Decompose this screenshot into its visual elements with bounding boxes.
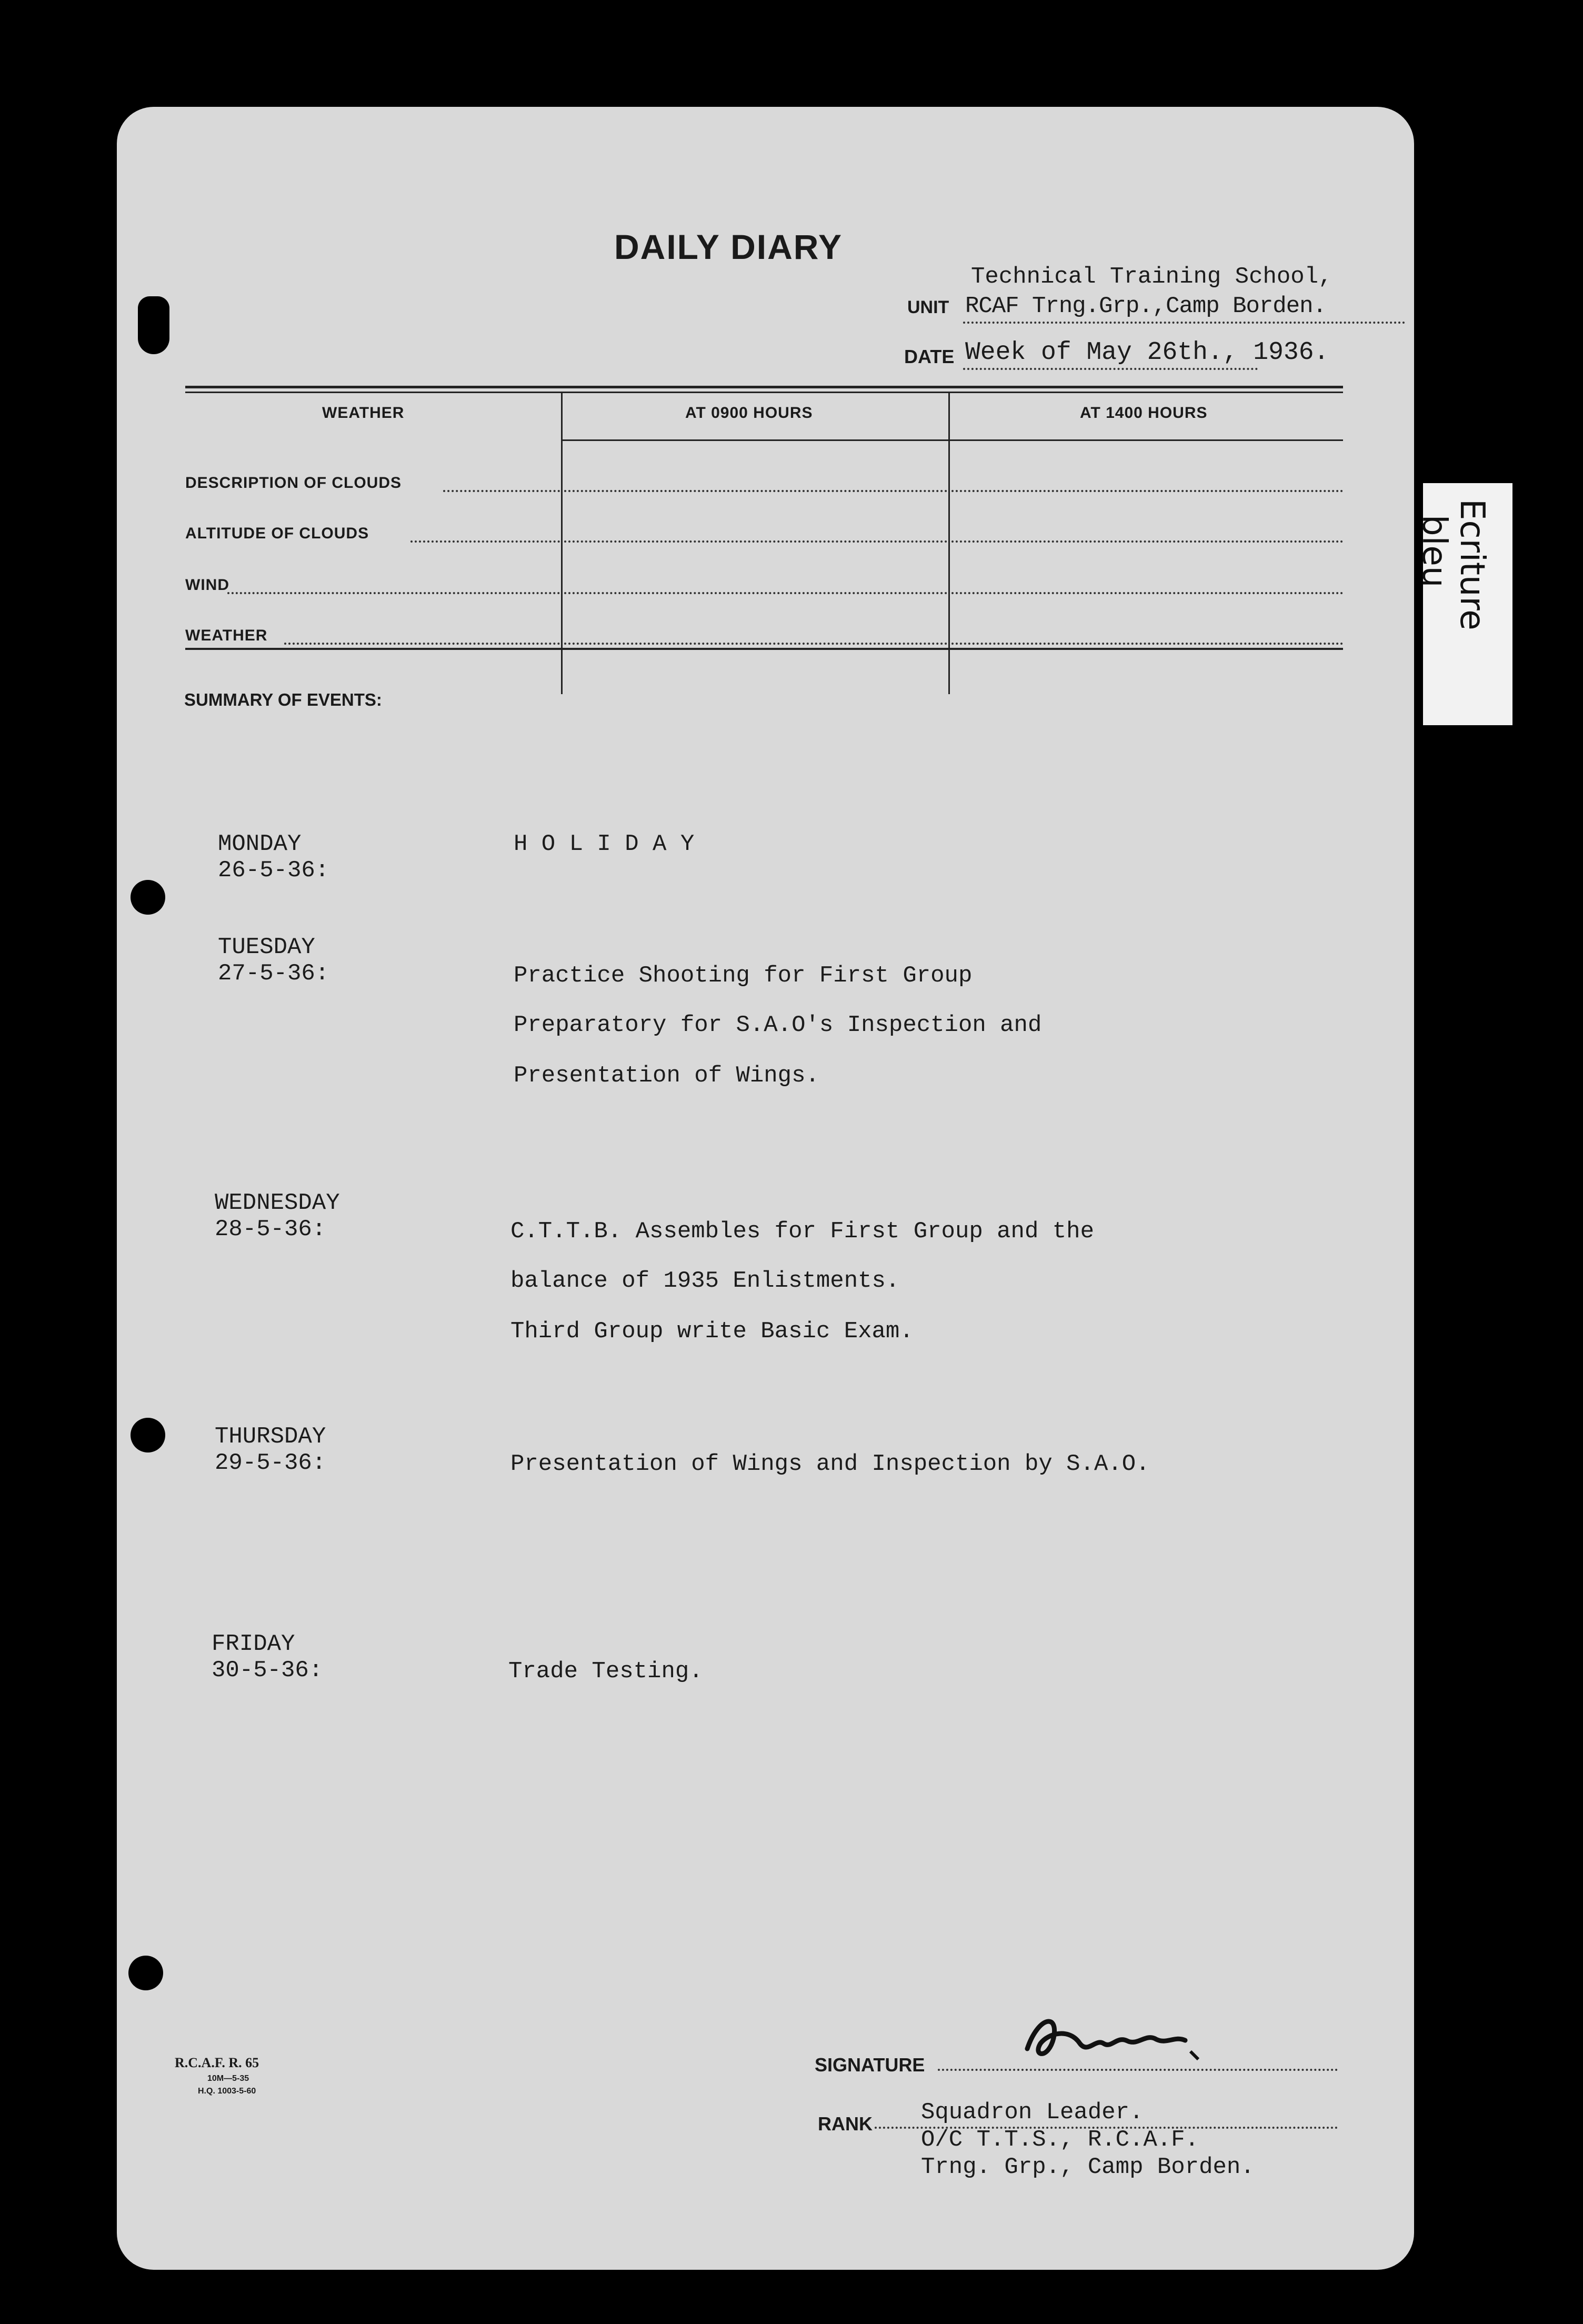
unit-line-1: Technical Training School,: [971, 264, 1332, 290]
form-hq-number: H.Q. 1003-5-60: [198, 2087, 256, 2096]
entry-day: FRIDAY: [212, 1631, 295, 1657]
form-title: DAILY DIARY: [614, 227, 843, 266]
entry-date: 26-5-36:: [218, 857, 329, 884]
afternoon-header: AT 1400 HOURS: [1080, 404, 1208, 422]
unit-line-2: RCAF Trng.Grp.,Camp Borden.: [965, 293, 1326, 319]
binder-hole: [131, 880, 165, 915]
side-note-line-2: bleu: [1415, 515, 1454, 588]
date-value: Week of May 26th., 1936.: [965, 338, 1329, 367]
entry-line: Presentation of Wings.: [514, 1063, 819, 1089]
weather-header: WEATHER: [322, 404, 405, 422]
entry-line: balance of 1935 Enlistments.: [510, 1268, 900, 1294]
entry-line: C.T.T.B. Assembles for First Group and the: [510, 1218, 1094, 1245]
entry-date: 30-5-36:: [212, 1657, 323, 1684]
clouds-description-label: DESCRIPTION OF CLOUDS: [185, 474, 402, 492]
signature-label: SIGNATURE: [815, 2054, 925, 2076]
entry-day: TUESDAY: [218, 934, 315, 960]
entry-line: Preparatory for S.A.O's Inspection and: [514, 1012, 1042, 1038]
entry-day: THURSDAY: [215, 1424, 326, 1450]
binder-hole: [131, 1418, 165, 1452]
side-note-label: [1415, 483, 1512, 725]
diary-page: [117, 107, 1414, 2270]
clouds-altitude-label: ALTITUDE OF CLOUDS: [185, 525, 369, 542]
side-note-line-1: Ecriture: [1452, 499, 1491, 630]
wind-label: WIND: [185, 576, 229, 594]
torn-notch: [138, 296, 169, 354]
unit-dotted-line: [963, 322, 1405, 324]
rank-line-2: O/C T.T.S., R.C.A.F.: [921, 2127, 1199, 2153]
rank-line-1: Squadron Leader.: [921, 2099, 1144, 2126]
entry-date: 28-5-36:: [215, 1216, 326, 1243]
form-number: R.C.A.F. R. 65: [175, 2055, 259, 2070]
rank-label: RANK: [818, 2113, 873, 2135]
weather-row-label: WEATHER: [185, 627, 268, 644]
morning-header: AT 0900 HOURS: [685, 404, 813, 422]
entry-date: 29-5-36:: [215, 1450, 326, 1476]
entry-line: H O L I D A Y: [514, 831, 695, 857]
form-print-run: 10M—5-35: [207, 2074, 249, 2083]
entry-day: MONDAY: [218, 831, 302, 857]
entry-line: Third Group write Basic Exam.: [510, 1318, 914, 1345]
summary-label: SUMMARY OF EVENTS:: [184, 690, 382, 709]
date-label: DATE: [904, 346, 955, 367]
handwritten-signature: [1017, 2007, 1217, 2075]
entry-line: Presentation of Wings and Inspection by S.A.O.: [510, 1451, 1150, 1477]
unit-label: UNIT: [907, 297, 949, 317]
entry-date: 27-5-36:: [218, 960, 329, 987]
binder-hole: [128, 1956, 163, 1990]
rank-line-3: Trng. Grp., Camp Borden.: [921, 2154, 1255, 2180]
entry-day: WEDNESDAY: [215, 1190, 340, 1216]
entry-line: Trade Testing.: [508, 1658, 703, 1685]
date-dotted-line: [963, 368, 1258, 370]
entry-line: Practice Shooting for First Group: [514, 963, 973, 989]
